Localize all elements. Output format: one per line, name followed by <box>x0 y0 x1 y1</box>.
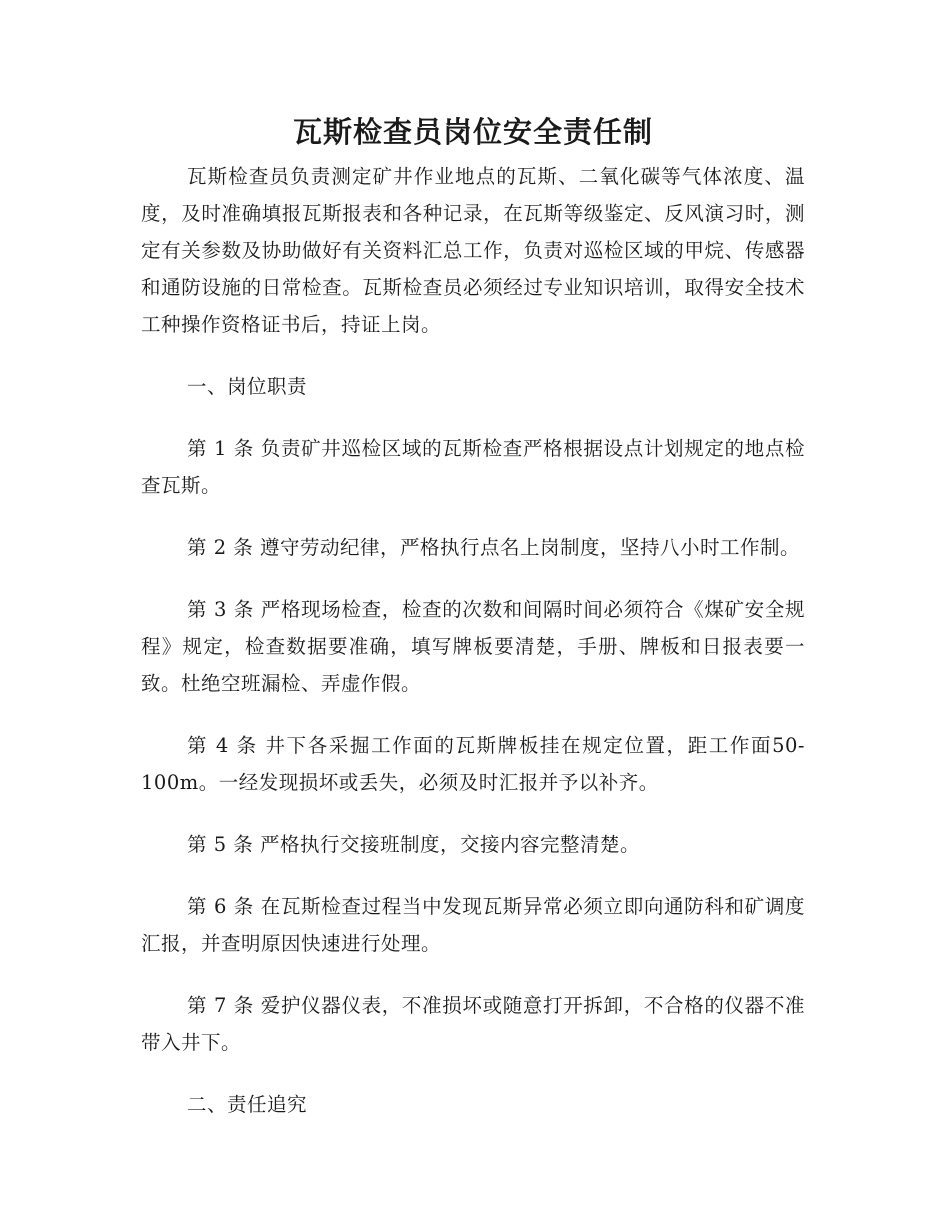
intro-paragraph: 瓦斯检查员负责测定矿井作业地点的瓦斯、二氧化碳等气体浓度、温度，及时准确填报瓦斯报表和各种记录，在瓦斯等级鉴定、反风演习时，测定有关参数及协助做好有关资料汇总工作，负责对巡检区域的甲烷、传感器和通防设施的日常检查。瓦斯检查员必须经过专业知识培训，取得安全技术工种操作资格证书后，持证上岗。 <box>141 165 805 336</box>
article-2: 第 2 条 遵守劳动纪律，严格执行点名上岗制度，坚持八小时工作制。 <box>187 536 801 559</box>
document-page <box>141 112 805 1148</box>
article-6: 第 6 条 在瓦斯检查过程当中发现瓦斯异常必须立即向通防科和矿调度汇报，并查明原因快速进行处理。 <box>141 895 805 955</box>
article-1: 第 1 条 负责矿井巡检区域的瓦斯检查严格根据设点计划规定的地点检查瓦斯。 <box>141 437 805 497</box>
document-title: 瓦斯检查员岗位安全责任制 <box>292 115 653 149</box>
article-3: 第 3 条 严格现场检查，检查的次数和间隔时间必须符合《煤矿安全规程》规定，检查数据要准确，填写牌板要清楚，手册、牌板和日报表要一致。杜绝空班漏检、弄虚作假。 <box>141 598 805 695</box>
article-4: 第 4 条 井下各采掘工作面的瓦斯牌板挂在规定位置，距工作面50-100m。一经发现损坏或丢失，必须及时汇报并予以补齐。 <box>141 734 805 794</box>
article-5: 第 5 条 严格执行交接班制度，交接内容完整清楚。 <box>187 833 641 856</box>
section-heading-duties: 一、岗位职责 <box>187 375 308 398</box>
section-heading-accountability: 二、责任追究 <box>187 1093 308 1116</box>
article-7: 第 7 条 爱护仪器仪表，不准损坏或随意打开拆卸，不合格的仪器不准带入井下。 <box>141 994 805 1054</box>
